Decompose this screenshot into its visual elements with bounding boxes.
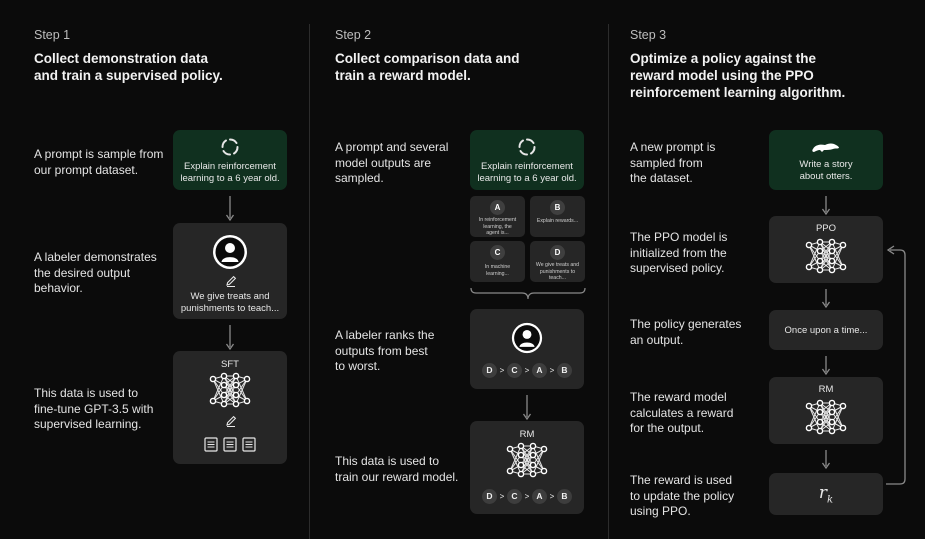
output-line: learning...	[486, 270, 509, 277]
output-line: learning, the	[483, 223, 512, 230]
step1-demonstration-card	[173, 223, 287, 319]
pencil-icon	[225, 415, 237, 427]
output-text	[532, 262, 583, 282]
step1-prompt-card	[173, 130, 287, 190]
output-card-c	[470, 241, 525, 282]
rank-gt: >	[499, 492, 505, 501]
output-line: We give treats and	[535, 262, 580, 268]
neural-network-icon	[504, 443, 550, 477]
arrow-down-icon	[821, 196, 831, 216]
step3-title-line: reward model using the PPO	[630, 68, 814, 83]
arrow-down-icon	[821, 289, 831, 309]
rank-item: D	[482, 489, 497, 504]
step3-title-line: reinforcement learning algorithm.	[630, 85, 846, 100]
step3-prompt-card	[769, 130, 883, 190]
output-letter: B	[550, 200, 565, 215]
desc-line: A new prompt is	[630, 140, 716, 154]
rm-label: RM	[519, 429, 535, 440]
desc-line: to worst.	[335, 359, 381, 373]
arrow-down-icon	[522, 395, 532, 421]
rank-gt: >	[524, 366, 530, 375]
desc-line: using PPO.	[630, 504, 691, 518]
step3-desc-output	[630, 317, 741, 348]
step1-title-line: and train a supervised policy.	[34, 68, 223, 83]
user-icon	[511, 322, 543, 354]
step3-label: Step 3	[630, 28, 667, 42]
column-separator-2	[608, 24, 609, 539]
desc-line: The PPO model is	[630, 230, 728, 244]
ranking-row	[470, 363, 584, 378]
arrow-down-icon	[821, 356, 831, 376]
desc-line: train our reward model.	[335, 469, 459, 484]
output-text	[472, 217, 523, 237]
step3-desc-reward	[630, 390, 733, 437]
output-letter: C	[490, 245, 505, 260]
step2-desc-ranks	[335, 328, 434, 375]
output-text	[532, 218, 583, 225]
step2-prompt-text	[470, 161, 584, 185]
prompt-line: learning to a 6 year old.	[477, 173, 577, 184]
document-icon	[204, 437, 218, 452]
output-line: teach...	[548, 275, 566, 282]
rank-item: A	[532, 363, 547, 378]
desc-line: the desired output	[34, 265, 131, 280]
step2-prompt-card	[470, 130, 584, 190]
desc-line: A prompt is sample from	[34, 147, 164, 161]
step3-desc-prompt	[630, 140, 715, 187]
output-line: In machine	[484, 264, 511, 270]
loading-spinner-icon	[518, 138, 536, 156]
desc-line: The policy generates	[630, 317, 742, 331]
step1-sft-card	[173, 351, 287, 464]
output-line: In reinforcement	[478, 217, 517, 223]
step2-label: Step 2	[335, 28, 372, 42]
reward-symbol: r	[818, 483, 828, 503]
desc-line: The reward is used	[630, 473, 733, 487]
reward-value	[769, 483, 883, 505]
step3-ppo-card	[769, 216, 883, 283]
prompt-line: Explain reinforcement	[184, 161, 276, 172]
desc-line: sampled from	[630, 155, 703, 170]
desc-line: fine-tune GPT-3.5 with	[34, 401, 154, 416]
desc-line: for the output.	[630, 421, 705, 435]
output-line: agent is...	[486, 230, 509, 237]
step3-title	[630, 50, 845, 101]
rank-gt: >	[549, 492, 555, 501]
rm-label: RM	[818, 384, 834, 395]
desc-line: calculates a reward	[630, 405, 734, 420]
loading-spinner-icon	[221, 138, 239, 156]
step2-title	[335, 50, 520, 84]
desc-line: The reward model	[630, 390, 727, 404]
step3-output-card	[769, 310, 883, 350]
output-card-a	[470, 196, 525, 237]
rank-item: B	[557, 489, 572, 504]
arrow-down-icon	[821, 450, 831, 470]
ranking-row	[470, 489, 584, 504]
step3-desc-update	[630, 473, 734, 520]
output-letter: A	[490, 200, 505, 215]
desc-line: an output.	[630, 332, 684, 347]
prompt-line: learning to a 6 year old.	[180, 173, 280, 184]
desc-line: initialized from the	[630, 245, 727, 260]
demo-line: punishments to teach...	[180, 303, 280, 314]
desc-line: behavior.	[34, 281, 83, 295]
prompt-line: Write a story	[799, 159, 853, 170]
document-icon	[223, 437, 237, 452]
step3-rm-card	[769, 377, 883, 444]
neural-network-icon	[207, 373, 253, 407]
step1-prompt-text	[173, 161, 287, 185]
step2-desc-sampled	[335, 140, 448, 187]
otter-icon	[811, 140, 841, 154]
prompt-line: Explain reinforcement	[481, 161, 573, 172]
output-text	[472, 264, 523, 277]
desc-line: sampled.	[335, 171, 384, 185]
step1-desc-prompt	[34, 147, 163, 178]
desc-line: supervised policy.	[630, 261, 725, 275]
rank-gt: >	[549, 366, 555, 375]
desc-line: A labeler demonstrates	[34, 250, 157, 264]
step1-label: Step 1	[34, 28, 71, 42]
output-letter: D	[550, 245, 565, 260]
step1-title-line: Collect demonstration data	[34, 51, 209, 66]
ppo-label: PPO	[815, 223, 837, 234]
output-card-d	[530, 241, 585, 282]
output-card-b	[530, 196, 585, 237]
rank-gt: >	[524, 492, 530, 501]
step1-desc-finetune	[34, 386, 153, 433]
output-brace	[470, 287, 586, 301]
desc-line: This data is used to	[34, 386, 139, 400]
neural-network-icon	[803, 239, 849, 273]
desc-line: supervised learning.	[34, 417, 142, 431]
policy-output-text: Once upon a time...	[784, 325, 868, 336]
step1-desc-labeler	[34, 250, 157, 297]
desc-line: outputs from best	[335, 343, 428, 358]
desc-line: A prompt and several	[335, 140, 449, 154]
rank-item: C	[507, 363, 522, 378]
desc-line: model outputs are	[335, 155, 432, 170]
rank-item: A	[532, 489, 547, 504]
feedback-loop-arrow	[886, 243, 912, 487]
step3-prompt-text	[769, 159, 883, 183]
step3-title-line: Optimize a policy against the	[630, 51, 817, 66]
neural-network-icon	[803, 400, 849, 434]
step2-title-line: train a reward model.	[335, 68, 471, 83]
arrow-down-icon	[225, 196, 235, 222]
desc-line: This data is used to	[335, 454, 440, 468]
demo-line: We give treats and	[190, 291, 270, 302]
output-line: punishments to	[539, 268, 576, 275]
step3-reward-card	[769, 473, 883, 515]
document-icon	[242, 437, 256, 452]
step1-demonstration-text	[173, 291, 287, 315]
column-separator-1	[309, 24, 310, 539]
step3-desc-ppo	[630, 230, 727, 277]
rank-item: C	[507, 489, 522, 504]
step2-rm-card	[470, 421, 584, 514]
arrow-down-icon	[225, 325, 235, 351]
desc-line: A labeler ranks the	[335, 328, 435, 342]
step2-title-line: Collect comparison data and	[335, 51, 520, 66]
pencil-icon	[225, 275, 237, 287]
prompt-line: about otters.	[799, 171, 853, 182]
rank-item: D	[482, 363, 497, 378]
reward-subscript: k	[827, 494, 834, 506]
desc-line: the dataset.	[630, 171, 693, 185]
rank-gt: >	[499, 366, 505, 375]
output-line: Explain rewards...	[536, 218, 579, 224]
rank-item: B	[557, 363, 572, 378]
step2-desc-train	[335, 454, 458, 485]
sft-label: SFT	[221, 359, 239, 370]
user-icon	[212, 234, 248, 270]
desc-line: to update the policy	[630, 488, 735, 503]
step1-title	[34, 50, 223, 84]
step2-ranking-card	[470, 309, 584, 389]
desc-line: our prompt dataset.	[34, 162, 139, 177]
